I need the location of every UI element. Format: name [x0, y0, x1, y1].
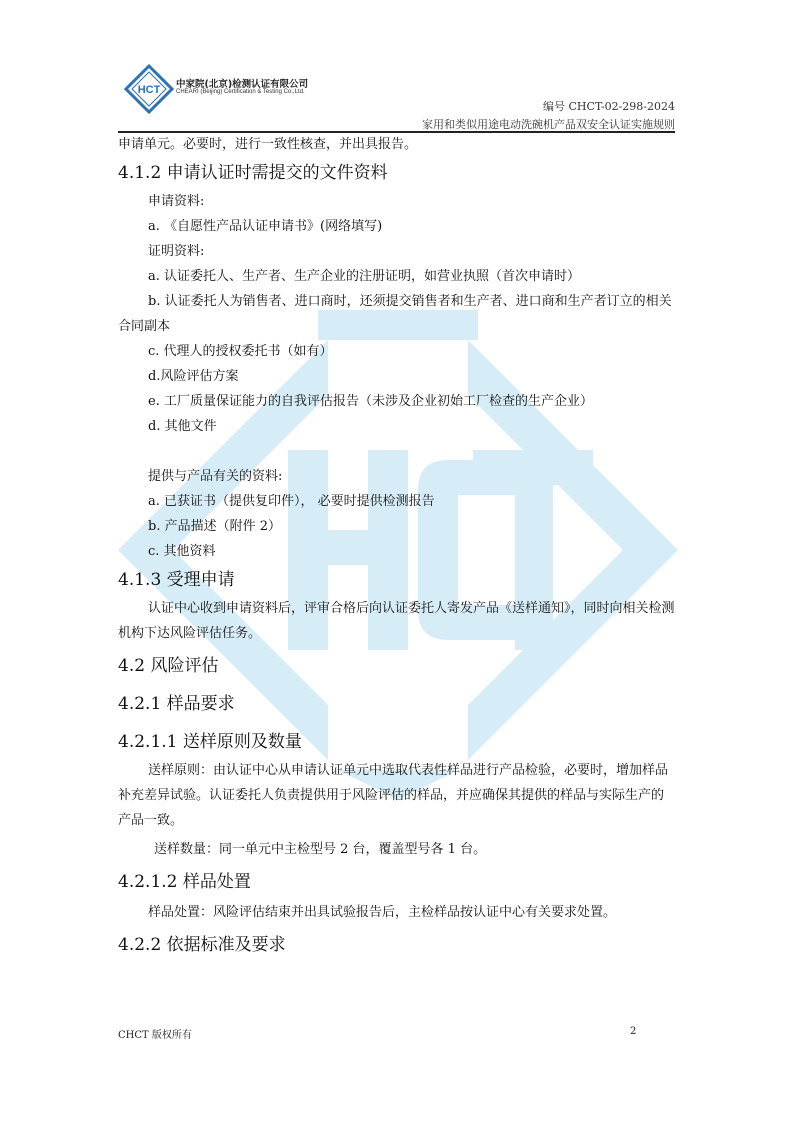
heading-4-1-3: 4.1.3 受理申请 [118, 570, 235, 590]
footer-copyright: CHCT 版权所有 [118, 1030, 192, 1041]
spacer [118, 439, 675, 464]
paragraph: 认证中心收到申请资料后，评审合格后向认证委托人寄发产品《送样通知》，同时向相关检测机构下达风险评估任务。 [118, 601, 675, 641]
paragraph: 送样数量：同一单元中主检型号 2 台，覆盖型号各 1 台。 [154, 842, 487, 857]
product-label: 提供与产品有关的资料: [148, 469, 283, 484]
proof-label: 证明资料: [148, 244, 205, 259]
page-body [118, 132, 675, 961]
org-name-cn: 中家院(北京)检测认证有限公司 [176, 79, 309, 90]
list-item: c. 代理人的授权委托书（如有） [148, 344, 333, 359]
list-item: c. 其他资料 [148, 544, 216, 559]
list-item: b. 认证委托人为销售者、进口商时，还须提交销售者和生产者、进口商和生产者订立的相关合同副本 [118, 294, 672, 334]
heading-4-2-1-1: 4.2.1.1 送样原则及数量 [118, 732, 302, 752]
list-item: a. 已获证书（提供复印件）， 必要时提供检测报告 [148, 494, 435, 509]
list-item: a. 认证委托人、生产者、生产企业的注册证明，如营业执照（首次申请时） [148, 269, 581, 284]
paragraph: 申请单元。必要时，进行一致性核查，并出具报告。 [118, 137, 418, 152]
hct-logo-icon [124, 64, 174, 114]
document-title: 家用和类似用途电动洗碗机产品双安全认证实施规则 [422, 118, 675, 131]
logo-text: HCT [137, 84, 161, 96]
list-item: a. 《自愿性产品认证申请书》(网络填写) [148, 219, 383, 234]
list-item: d.风险评估方案 [148, 369, 239, 384]
paragraph: 样品处置：风险评估结束并出具试验报告后，主检样品按认证中心有关要求处置。 [148, 905, 617, 920]
list-item: e. 工厂质量保证能力的自我评估报告（未涉及企业初始工厂检查的生产企业） [148, 394, 593, 409]
page-number: 2 [630, 1026, 637, 1037]
heading-4-2-1-2: 4.2.1.2 样品处置 [118, 872, 251, 892]
list-item: d. 其他文件 [148, 419, 217, 434]
list-item: b. 产品描述（附件 2） [148, 519, 281, 534]
paragraph: 送样原则：由认证中心从申请认证单元中选取代表性样品进行产品检验，必要时，增加样品补充差异试验。认证委托人负责提供用于风险评估的样品，并应确保其提供的样品与实际生产的产品一致。 [118, 763, 669, 828]
org-name-en: CHEARI (Beijing) Certification & Testing Co.,Ltd. [176, 89, 305, 95]
heading-4-2-2: 4.2.2 依据标准及要求 [118, 935, 286, 955]
apply-label: 申请资料: [148, 194, 205, 209]
heading-4-2-1: 4.2.1 样品要求 [118, 694, 235, 714]
page-header [118, 64, 675, 134]
document-number: 编号 CHCT-02-298-2024 [543, 100, 675, 113]
heading-4-1-2: 4.1.2 申请认证时需提交的文件资料 [118, 163, 388, 183]
heading-4-2: 4.2 风险评估 [118, 656, 219, 676]
